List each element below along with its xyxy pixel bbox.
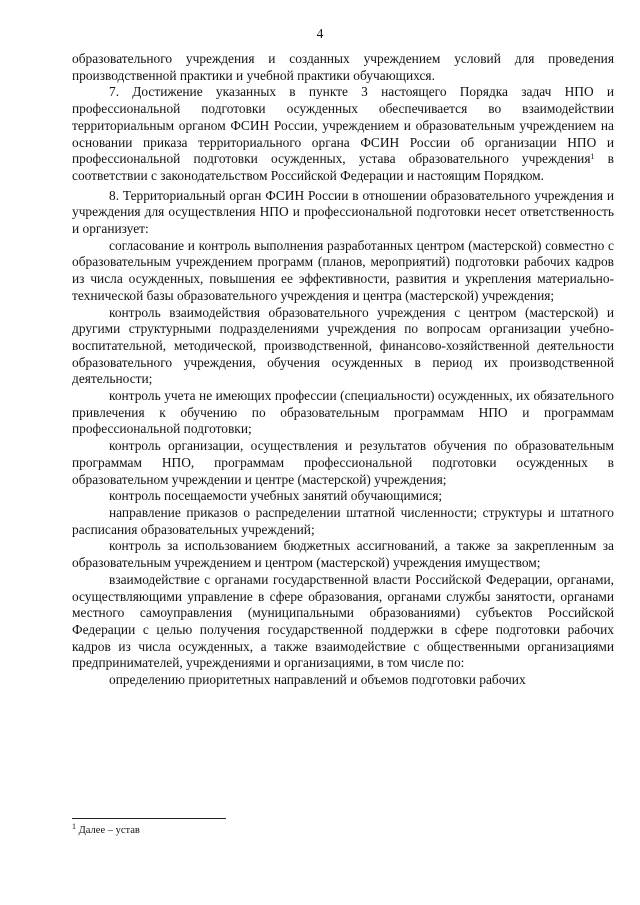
footnote-divider xyxy=(72,818,226,819)
footnote-marker: 1 xyxy=(72,822,76,831)
footnote xyxy=(72,822,140,838)
list-item-agreement: согласование и контроль выполнения разработанных центром (мастерской) совместно с образовательным учреждением программ (планов, мероприятий) подготовки рабочих кадров из числа осужденных, повышения ее эффективности, развития и укрепления материально-технической базы образовательного учреждения и центра (мастерской) учреждения; xyxy=(72,237,614,303)
footnote-ref: 1 xyxy=(590,152,595,162)
page-number: 4 xyxy=(316,26,324,41)
paragraph-continuation: образовательного учреждения и созданных учреждением условий для проведения производственной практики и учебной практики обучающихся. xyxy=(72,51,614,83)
paragraph-item-7-tail: в соответствии с законодательством Российской Федерации и настоящим Порядком. xyxy=(72,151,615,183)
paragraph-item-7-text: 7. Достижение указанных в пункте 3 настоящего Порядка задач НПО и профессиональной подготовки осужденных обеспечивается во взаимодействии территориальным органом ФСИН России, учреждением и образовательным учреждением на основании приказа территориального органа ФСИН России об организации НПО и профессиональной подготовки осужденных, устава образовательного учреждения xyxy=(72,84,614,167)
document-body xyxy=(72,51,614,689)
list-item-cooperation: взаимодействие с органами государственной власти Российской Федерации, органами, осуществляющими управление в сфере образования, органами службы занятости, органами местного самоуправления (муниципальными образованиями) субъектов Российской Федерации с целью получения государственной поддержки в сфере подготовки рабочих кадров из числа осужденных, а также взаимодействие с общественными организациями предпринимателей, учреждениями и организациями, в том числе по: xyxy=(72,571,614,671)
footnote-text: Далее – устав xyxy=(76,825,140,836)
list-item-accounting-control: контроль учета не имеющих профессии (специальности) осужденных, их обязательного привлечения к обучению по образовательным программам НПО и программам профессиональной подготовки; xyxy=(72,388,614,437)
list-item-priorities: определению приоритетных направлений и объемов подготовки рабочих xyxy=(109,672,526,688)
list-item-interaction-control: контроль взаимодействия образовательного учреждения с центром (мастерской) и другими структурными подразделениями учреждения по вопросам организации учебно-воспитательной, методической, производственной, финансово-хозяйственной деятельности образовательного учреждения, обучения осужденных в период их производственной деятельности; xyxy=(72,304,614,387)
list-item-orders: направление приказов о распределении штатной численности; структуры и штатного расписания образовательных учреждений; xyxy=(72,504,614,537)
paragraph-item-7 xyxy=(72,84,614,184)
list-item-training-control: контроль организации, осуществления и результатов обучения по образовательным программам НПО, программам профессиональной подготовки осужденных в образовательном учреждении и центре (мастерской) учреждения; xyxy=(72,438,614,487)
list-item-budget-control: контроль за использованием бюджетных ассигнований, а также за закрепленным за образовательным учреждением и центром (мастерской) учреждения имуществом; xyxy=(72,538,614,571)
paragraph-item-8: 8. Территориальный орган ФСИН России в отношении образовательного учреждения и учреждения для осуществления НПО и профессиональной подготовки несет ответственность и организует: xyxy=(72,187,614,237)
list-item-attendance-control: контроль посещаемости учебных занятий обучающимися; xyxy=(109,488,443,504)
